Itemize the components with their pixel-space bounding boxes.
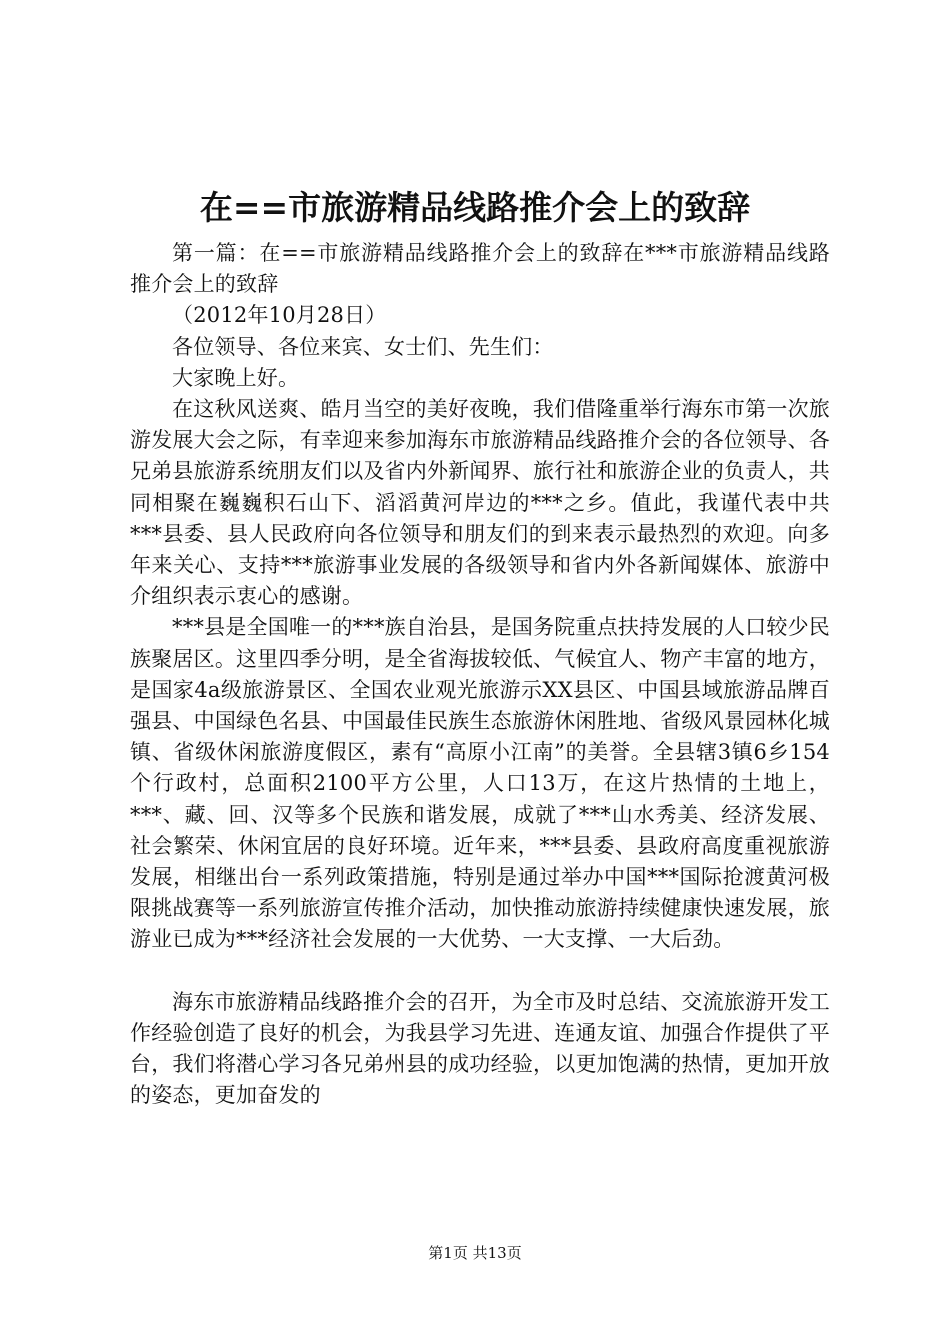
paragraph-heading-line: 第一篇：在==市旅游精品线路推介会上的致辞在***市旅游精品线路推介会上的致辞 [130, 241, 830, 297]
paragraph-conference-significance: 海东市旅游精品线路推介会的召开，为全市及时总结、交流旅游开发工作经验创造了良好的机会，为我县学习先进、连通友谊、加强合作提供了平台，我们将潜心学习各兄弟州县的成功经验，以更加饱满的热情，更加开放的姿态，更加奋发的 [130, 989, 830, 1108]
page-number-footer: 第1页 共13页 [428, 1244, 522, 1262]
paragraph-county-intro: ***县是全国唯一的***族自治县，是国务院重点扶持发展的人口较少民族聚居区。这里四季分明，是全省海拔较低、气候宜人、物产丰富的地方，是国家4a级旅游景区、全国农业观光旅游示XX县区、中国县域旅游品牌百强县、中国绿色名县、中国最佳民族生态旅游休闲胜地、省级风景园林化城镇、省级休闲旅游度假区，素有“高原小江南”的美誉。全县辖3镇6乡154个行政村，总面积2100平方公里，人口13万，在这片热情的土地上，***、藏、回、汉等多个民族和谐发展，成就了***山水秀美、经济发展、社会繁荣、休闲宜居的良好环境。近年来，***县委、县政府高度重视旅游发展，相继出台一系列政策措施，特别是通过举办中国***国际抢渡黄河极限挑战赛等一系列旅游宣传推介活动，加快推动旅游持续健康快速发展，旅游业已成为***经济社会发展的一大优势、一大支撑、一大后劲。 [130, 615, 830, 952]
paragraph-salutation: 各位领导、各位来宾、女士们、先生们： [172, 334, 554, 359]
paragraph-welcome: 在这秋风送爽、皓月当空的美好夜晚，我们借隆重举行海东市第一次旅游发展大会之际，有幸迎来参加海东市旅游精品线路推介会的各位领导、各兄弟县旅游系统朋友们以及省内外新闻界、旅行社和旅游企业的负责人，共同相聚在巍巍积石山下、滔滔黄河岸边的***之乡。值此，我谨代表中共***县委、县人民政府向各位领导和朋友们的到来表示最热烈的欢迎。向多年来关心、支持***旅游事业发展的各级领导和省内外各新闻媒体、旅游中介组织表示衷心的感谢。 [130, 397, 830, 609]
document-body [130, 238, 830, 1111]
paragraph-greeting: 大家晚上好。 [172, 365, 300, 390]
paragraph-date: （2012年10月28日） [172, 303, 387, 328]
document-title: 在==市旅游精品线路推介会上的致辞 [199, 188, 751, 227]
